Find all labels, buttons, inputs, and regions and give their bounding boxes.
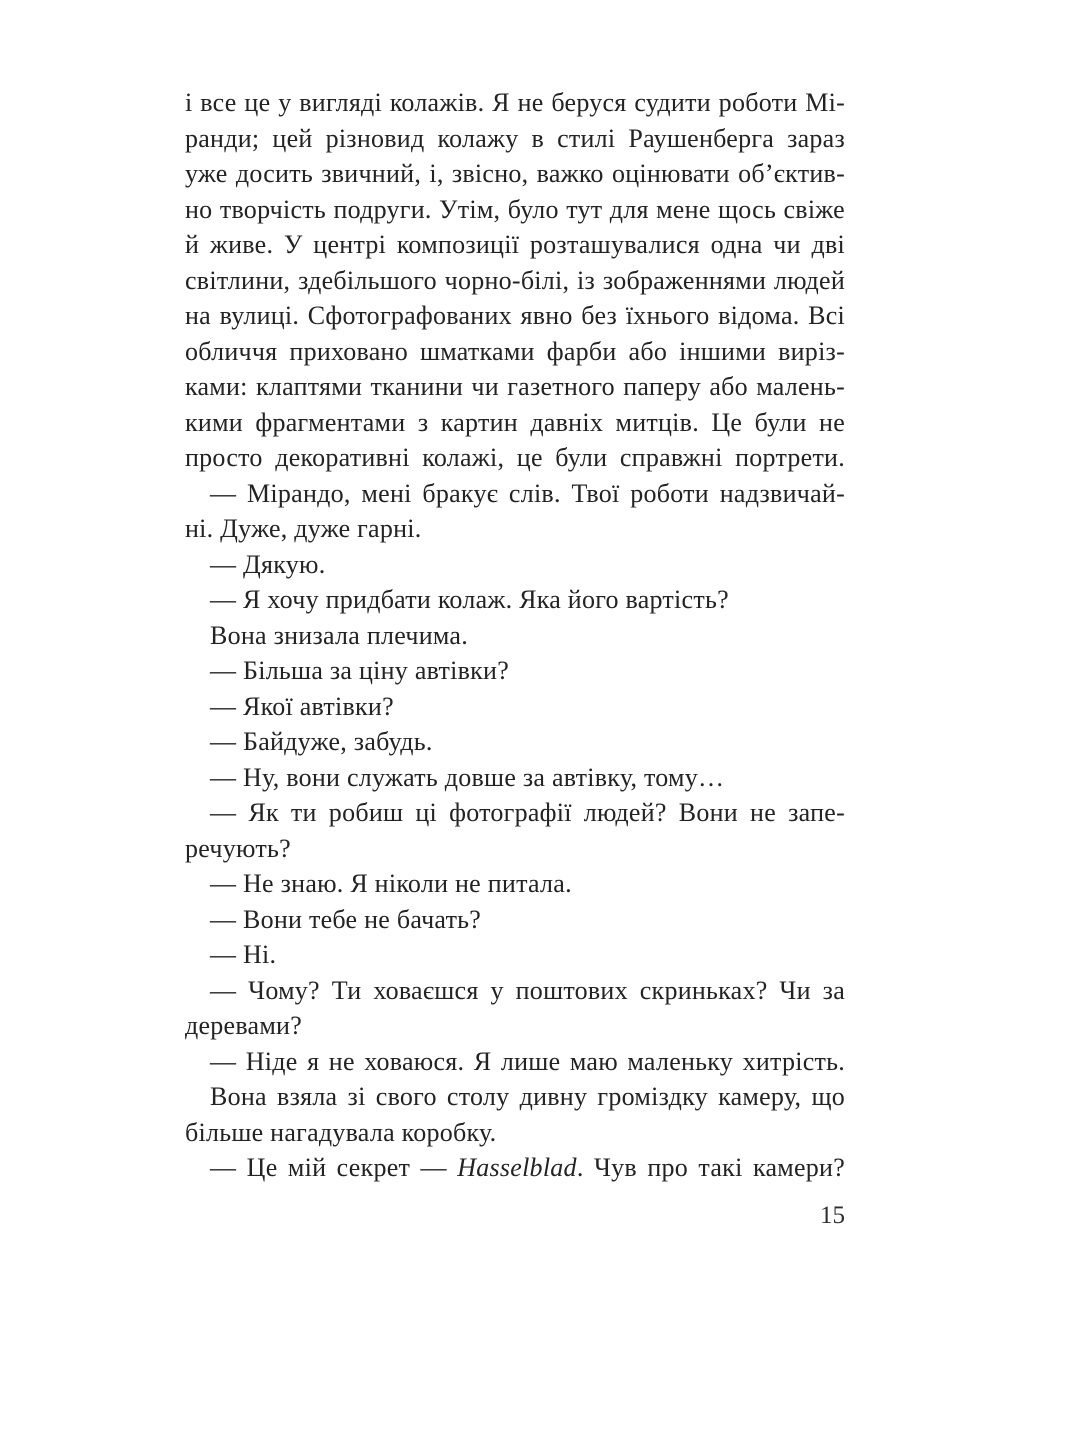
- text-line: [185, 973, 845, 1009]
- body-text: речують?: [185, 833, 291, 863]
- body-text: — Ні.: [210, 940, 277, 969]
- text-line: [185, 227, 845, 263]
- text-line: [185, 298, 845, 334]
- page-number: 15: [820, 1202, 845, 1229]
- text-line: [185, 547, 845, 583]
- body-text: кими фрагментами з картин давніх митців. Це були не: [185, 407, 845, 437]
- body-text: світлини, здебільшого чорно-білі, із зображеннями людей: [185, 265, 845, 295]
- text-line: [185, 618, 845, 654]
- text-line: [185, 263, 845, 299]
- body-text: ні. Дуже, дуже гарні.: [185, 514, 422, 543]
- text-line: [185, 85, 845, 121]
- text-line: [185, 369, 845, 405]
- text-line: [185, 724, 845, 760]
- body-text: — Я хочу придбати колаж. Яка його вартість?: [210, 585, 729, 614]
- text-line: [185, 1150, 845, 1186]
- text-column: [185, 85, 845, 1186]
- body-text: на вулиці. Сфотографованих явно без їхнього відома. Всі: [185, 301, 845, 330]
- body-text: — Як ти робиш ці фотографії людей? Вони не запе-: [210, 798, 845, 827]
- text-line: [185, 511, 845, 547]
- body-text: но творчість подруги. Утім, було тут для мене щось свіже: [185, 194, 845, 224]
- text-line: [185, 653, 845, 689]
- body-text: й живе. У центрі композиції розташувалися одна чи дві: [185, 230, 845, 259]
- text-line: [185, 1044, 845, 1080]
- text-line: [185, 937, 845, 973]
- body-text: — Більша за ціну автівки?: [210, 656, 510, 685]
- text-line: [185, 582, 845, 618]
- text-line: [185, 1115, 845, 1151]
- text-line: [185, 795, 845, 831]
- body-text: деревами?: [185, 1011, 303, 1040]
- body-text: . Чув про такі камери?: [576, 1153, 845, 1182]
- body-text: просто декоративні колажі, це були справжні портрети.: [185, 443, 845, 472]
- text-line: [185, 1008, 845, 1044]
- body-text: — Це мій секрет —: [210, 1153, 458, 1182]
- text-line: [185, 192, 845, 228]
- body-text: Вона взяла зі свого столу дивну громіздку камеру, що: [210, 1082, 845, 1111]
- text-line: [185, 121, 845, 157]
- body-text: більше нагадувала коробку.: [185, 1117, 497, 1147]
- text-line: [185, 760, 845, 796]
- body-text: — Байдуже, забудь.: [210, 727, 433, 756]
- text-line: [185, 1079, 845, 1115]
- body-text: ранди; цей різновид колажу в стилі Раушенберга зараз: [185, 123, 845, 153]
- body-text: — Дякую.: [210, 549, 326, 579]
- body-text: — Ніде я не ховаюся. Я лише маю маленьку хитрість.: [210, 1046, 845, 1076]
- italic-text: Hasselblad: [457, 1153, 577, 1182]
- text-line: [185, 831, 845, 867]
- text-line: [185, 866, 845, 902]
- text-line: [185, 405, 845, 441]
- body-text: — Вони тебе не бачать?: [210, 904, 482, 934]
- body-text: і все це у вигляді колажів. Я не беруся судити роботи Мі-: [185, 88, 845, 117]
- body-text: — Якої автівки?: [210, 691, 394, 721]
- body-text: Вона знизала плечима.: [210, 620, 468, 650]
- text-line: [185, 476, 845, 512]
- body-text: ками: клаптями тканини чи газетного паперу або малень-: [185, 372, 845, 401]
- body-text: — Ну, вони служать довше за автівку, тому…: [210, 762, 725, 792]
- body-text: уже досить звичний, і, звісно, важко оцінювати об’єктив-: [185, 159, 845, 188]
- text-line: [185, 440, 845, 476]
- body-text: — Мірандо, мені бракує слів. Твої роботи надзвичай-: [210, 478, 845, 508]
- body-text: — Не знаю. Я ніколи не питала.: [210, 869, 572, 898]
- body-text: — Чому? Ти ховаєшся у поштових скриньках? Чи за: [210, 975, 845, 1005]
- text-line: [185, 689, 845, 725]
- body-text: обличчя приховано шматками фарби або іншими виріз-: [185, 336, 845, 366]
- text-line: [185, 902, 845, 938]
- text-line: [185, 156, 845, 192]
- text-line: [185, 334, 845, 370]
